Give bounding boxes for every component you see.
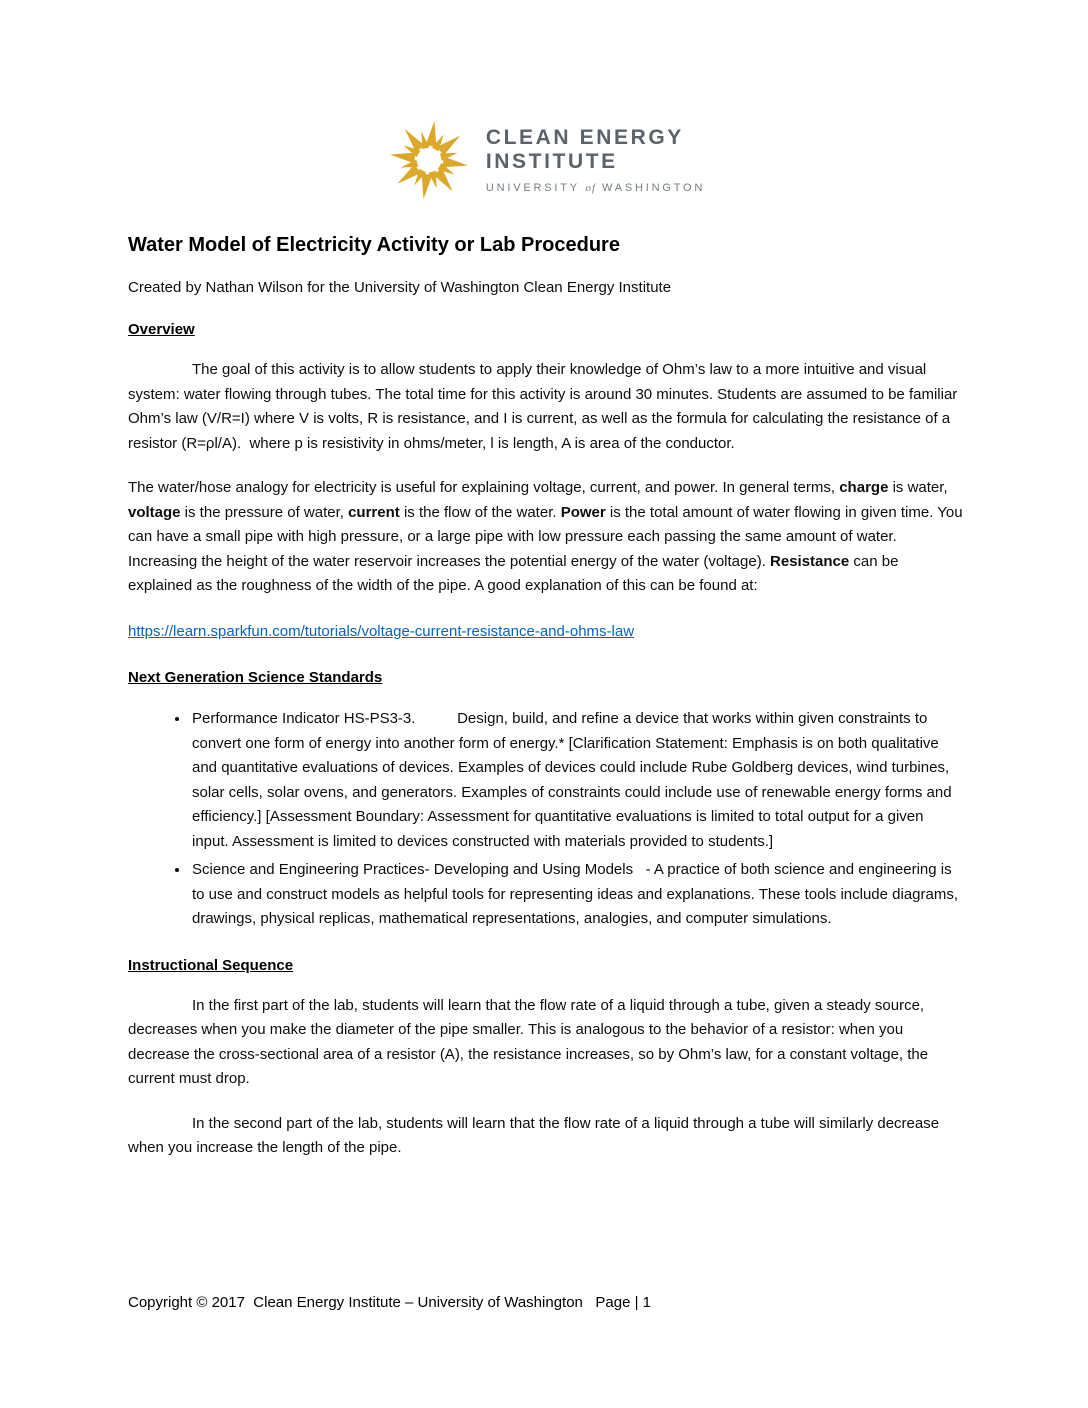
logo-line-institute: INSTITUTE [485,150,618,173]
p2-part: can be explained as the roughness of the width of the pipe. A good explanation of this can be found at: [128,552,903,594]
sparkfun-tutorial-link[interactable]: https://learn.sparkfun.com/tutorials/voltage-current-resistance-and-ohms-law [128,622,635,640]
document-content [128,112,967,1161]
logo-tagline-university: UNIVERSITY [485,182,586,195]
p2-term-current: current [348,503,400,521]
p2-part: is the flow of the water. [399,503,561,521]
document-byline: Created by Nathan Wilson for the University of Washington Clean Energy Institute [128,279,672,296]
ngss-bullet-text: Performance Indicator HS-PS3-3. Design, build, and refine a device that works within given constraints to convert one form of energy into another form of energy.* [Clarification Statement: Emphasis is on both qualitative and quantitative evaluations of devices. Examples of devices could include Rube Goldberg devices, wind turbines, solar cells, solar ovens, and generators. Examples of constraints could include use of renewable energy forms and efficiency.] [Assessment Boundary: Assessment for quantitative evaluations is limited to total output for a given input. Assessment is limited to devices constructed with materials provided to students.] [192,710,956,850]
p2-part: is water, [888,479,952,496]
p2-part: The water/hose analogy for electricity is useful for explaining voltage, current, and power. In general terms, [128,479,840,496]
p2-part: is the pressure of water, [180,503,349,521]
heading-overview: Overview [128,321,195,338]
heading-ngss: Next Generation Science Standards [128,669,383,686]
ngss-bullet-performance-indicator [190,707,964,854]
ngss-bullet-science-practices [190,858,964,932]
ngss-bullet-list [128,707,964,932]
ngss-bullet-text: Science and Engineering Practices- Developing and Using Models - A practice of both science and engineering is to use and construct models as helpful tools for representing ideas and explanations. These tools include diagrams, drawings, physical replicas, mathematical representations, analogies, and computer simulations. [192,861,963,927]
logo-wordmark [486,126,705,195]
sunburst-icon [387,115,471,205]
p2-term-voltage: voltage [128,503,181,521]
heading-instructional-sequence: Instructional Sequence [128,956,294,974]
logo-line-clean-energy: CLEAN ENERGY [485,125,684,149]
p2-term-resistance: Resistance [770,552,850,570]
logo-tagline-of: of [585,182,597,195]
page-footer-copyright: Copyright © 2017 Clean Energy Institute – University of Washington Page | 1 [128,1294,652,1311]
instructional-paragraph-1: In the first part of the lab, students will learn that the flow rate of a liquid through a tube, given a steady source, decreases when you make the diameter of the pipe smaller. This is analogous to the behavior of a resistor: when you decrease the cross-sectional area of a resistor (A), the resistance increases, so by Ohm’s law, for a constant voltage, the current must drop. [128,996,933,1087]
document-title: Water Model of Electricity Activity or Lab Procedure [128,234,620,256]
overview-paragraph-2 [128,476,967,599]
p2-term-power: Power [560,503,606,521]
clean-energy-institute-logo [128,112,964,208]
instructional-paragraph-2: In the second part of the lab, students will learn that the flow rate of a liquid through a tube will similarly decrease when you increase the length of the pipe. [128,1114,944,1156]
p2-term-charge: charge [839,479,889,496]
logo-tagline-washington: WASHINGTON [596,182,706,195]
overview-paragraph-1: The goal of this activity is to allow students to apply their knowledge of Ohm’s law to a more intuitive and visual system: water flowing through tubes. The total time for this activity is around 30 minutes. Students are assumed to be familiar Ohm’s law (V/R=I) where V is volts, R is resistance, and I is current, as well as the formula for calculating the resistance of a resistor (R=ρl/A). where p is resistivity in ohms/meter, l is length, A is area of the conductor. [128,361,962,452]
p2-part: is the total amount of water flowing in given time. You can have a small pipe with high pressure, or a large pipe with low pressure each passing the same amount of water. Increasing the height of the water reservoir increases the potential energy of the water (voltage). [128,503,967,570]
logo-tagline [486,182,705,194]
